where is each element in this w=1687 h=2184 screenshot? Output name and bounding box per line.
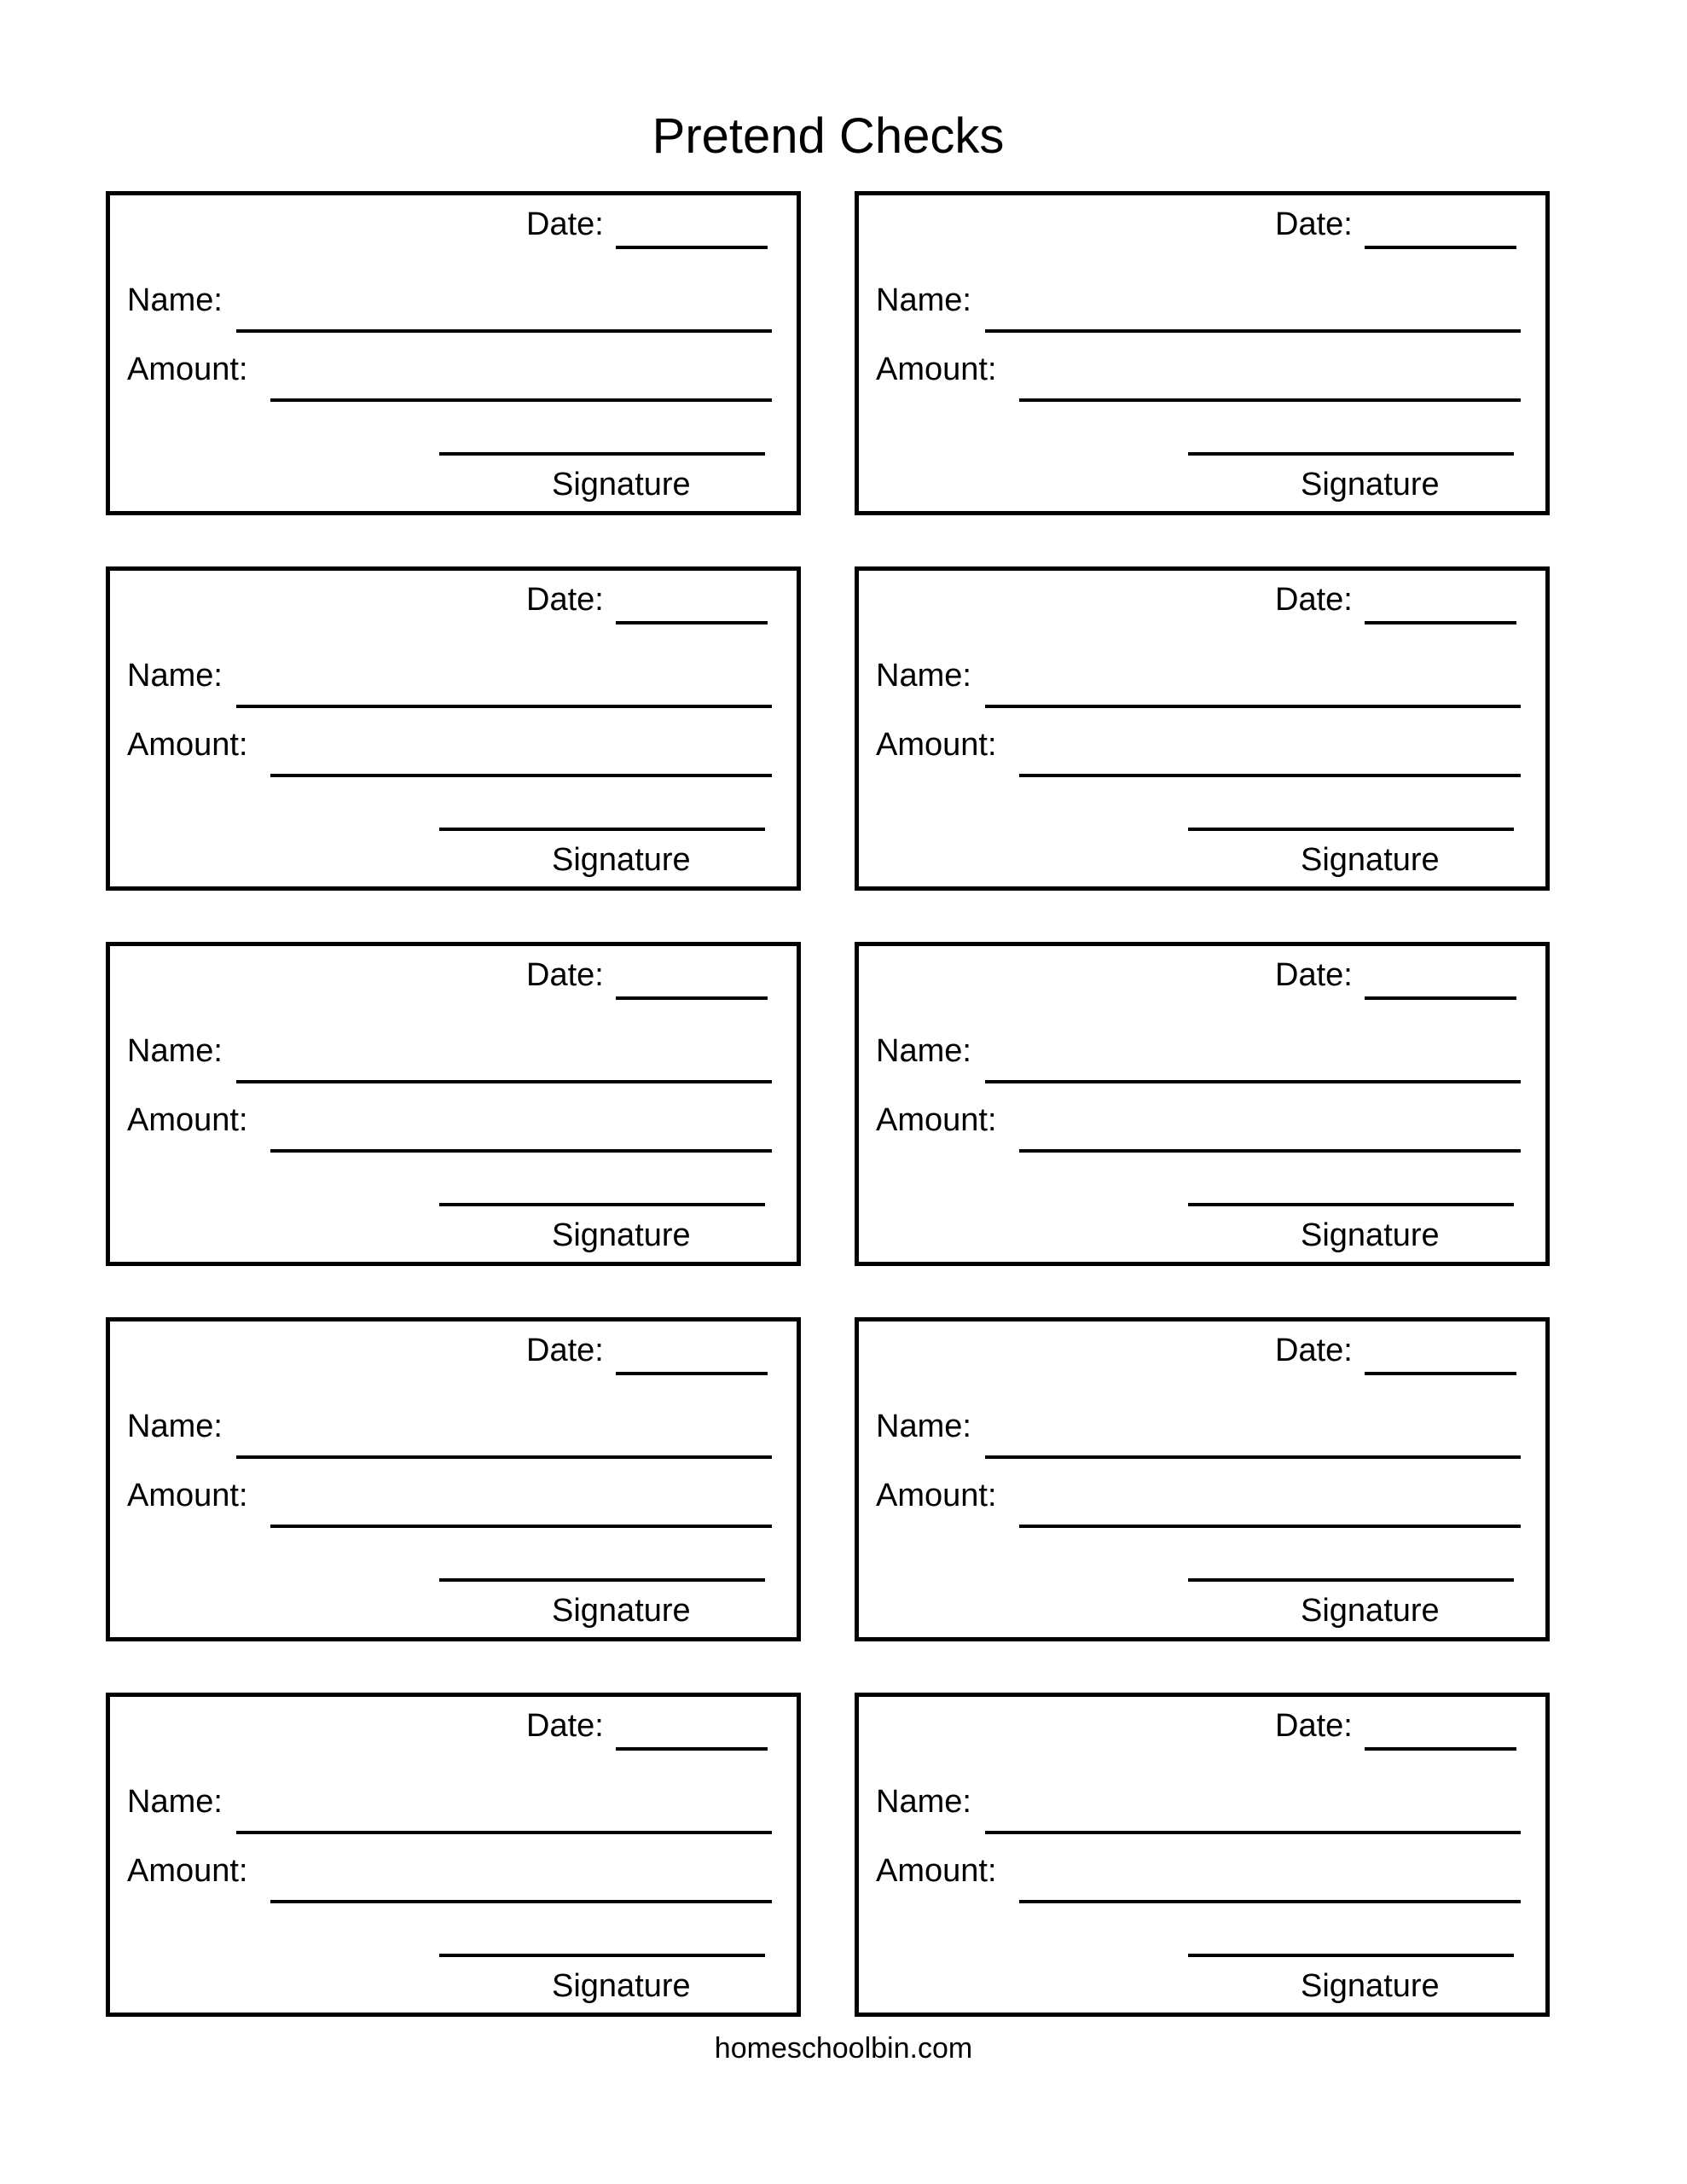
name-line [985, 1831, 1521, 1834]
signature-line [439, 452, 765, 456]
signature-label: Signature [552, 1968, 691, 2004]
name-label: Name: [127, 1033, 223, 1069]
amount-label: Amount: [127, 727, 248, 763]
pretend-check [106, 1317, 801, 1641]
amount-label: Amount: [876, 727, 997, 763]
name-line [985, 705, 1521, 708]
checks-grid [106, 191, 1551, 2017]
name-line [236, 1080, 772, 1083]
amount-line [1019, 1900, 1521, 1903]
date-label: Date: [1275, 1333, 1353, 1368]
signature-line [439, 1954, 765, 1957]
amount-label: Amount: [876, 1102, 997, 1138]
date-line [616, 1747, 768, 1751]
name-line [236, 1455, 772, 1459]
name-label: Name: [876, 1033, 971, 1069]
page-title: Pretend Checks [652, 108, 1005, 164]
pretend-check [855, 942, 1550, 1266]
name-label: Name: [876, 1409, 971, 1444]
date-line [616, 621, 768, 624]
date-label: Date: [526, 1708, 604, 1744]
signature-line [439, 1203, 765, 1206]
amount-line [270, 1149, 772, 1153]
signature-label: Signature [1301, 1217, 1440, 1253]
signature-label: Signature [1301, 467, 1440, 502]
amount-line [1019, 774, 1521, 777]
pretend-check [855, 1317, 1550, 1641]
signature-label: Signature [552, 1217, 691, 1253]
amount-label: Amount: [876, 1478, 997, 1513]
amount-label: Amount: [127, 1478, 248, 1513]
date-label: Date: [526, 1333, 604, 1368]
date-label: Date: [1275, 206, 1353, 242]
name-label: Name: [876, 1784, 971, 1820]
date-label: Date: [1275, 1708, 1353, 1744]
date-line [616, 246, 768, 249]
date-label: Date: [526, 957, 604, 993]
amount-line [1019, 398, 1521, 402]
amount-label: Amount: [127, 351, 248, 387]
name-label: Name: [127, 1409, 223, 1444]
signature-label: Signature [552, 842, 691, 878]
amount-line [1019, 1525, 1521, 1528]
signature-line [1188, 1954, 1514, 1957]
pretend-check [855, 566, 1550, 891]
signature-label: Signature [1301, 842, 1440, 878]
pretend-check [855, 191, 1550, 515]
date-line [1365, 1372, 1516, 1375]
name-label: Name: [876, 282, 971, 318]
amount-line [270, 1525, 772, 1528]
name-line [985, 1080, 1521, 1083]
amount-line [270, 1900, 772, 1903]
signature-line [1188, 452, 1514, 456]
name-label: Name: [127, 1784, 223, 1820]
date-line [1365, 996, 1516, 1000]
amount-label: Amount: [127, 1102, 248, 1138]
date-label: Date: [526, 206, 604, 242]
name-label: Name: [127, 282, 223, 318]
name-line [236, 705, 772, 708]
amount-line [270, 774, 772, 777]
signature-line [439, 828, 765, 831]
name-label: Name: [876, 658, 971, 694]
name-line [985, 1455, 1521, 1459]
amount-label: Amount: [127, 1853, 248, 1889]
name-line [236, 329, 772, 333]
date-line [1365, 1747, 1516, 1751]
name-line [985, 329, 1521, 333]
pretend-check [106, 191, 801, 515]
pretend-check [855, 1693, 1550, 2017]
signature-line [1188, 1578, 1514, 1582]
pretend-check [106, 942, 801, 1266]
date-line [616, 1372, 768, 1375]
date-label: Date: [1275, 582, 1353, 618]
date-line [616, 996, 768, 1000]
pretend-check [106, 1693, 801, 2017]
signature-label: Signature [552, 467, 691, 502]
signature-line [1188, 1203, 1514, 1206]
signature-label: Signature [1301, 1593, 1440, 1629]
date-label: Date: [526, 582, 604, 618]
name-label: Name: [127, 658, 223, 694]
signature-label: Signature [552, 1593, 691, 1629]
date-line [1365, 246, 1516, 249]
signature-line [439, 1578, 765, 1582]
name-line [236, 1831, 772, 1834]
amount-line [270, 398, 772, 402]
amount-label: Amount: [876, 1853, 997, 1889]
date-line [1365, 621, 1516, 624]
date-label: Date: [1275, 957, 1353, 993]
pretend-check [106, 566, 801, 891]
amount-label: Amount: [876, 351, 997, 387]
amount-line [1019, 1149, 1521, 1153]
footer-url: homeschoolbin.com [714, 2032, 973, 2065]
signature-label: Signature [1301, 1968, 1440, 2004]
signature-line [1188, 828, 1514, 831]
